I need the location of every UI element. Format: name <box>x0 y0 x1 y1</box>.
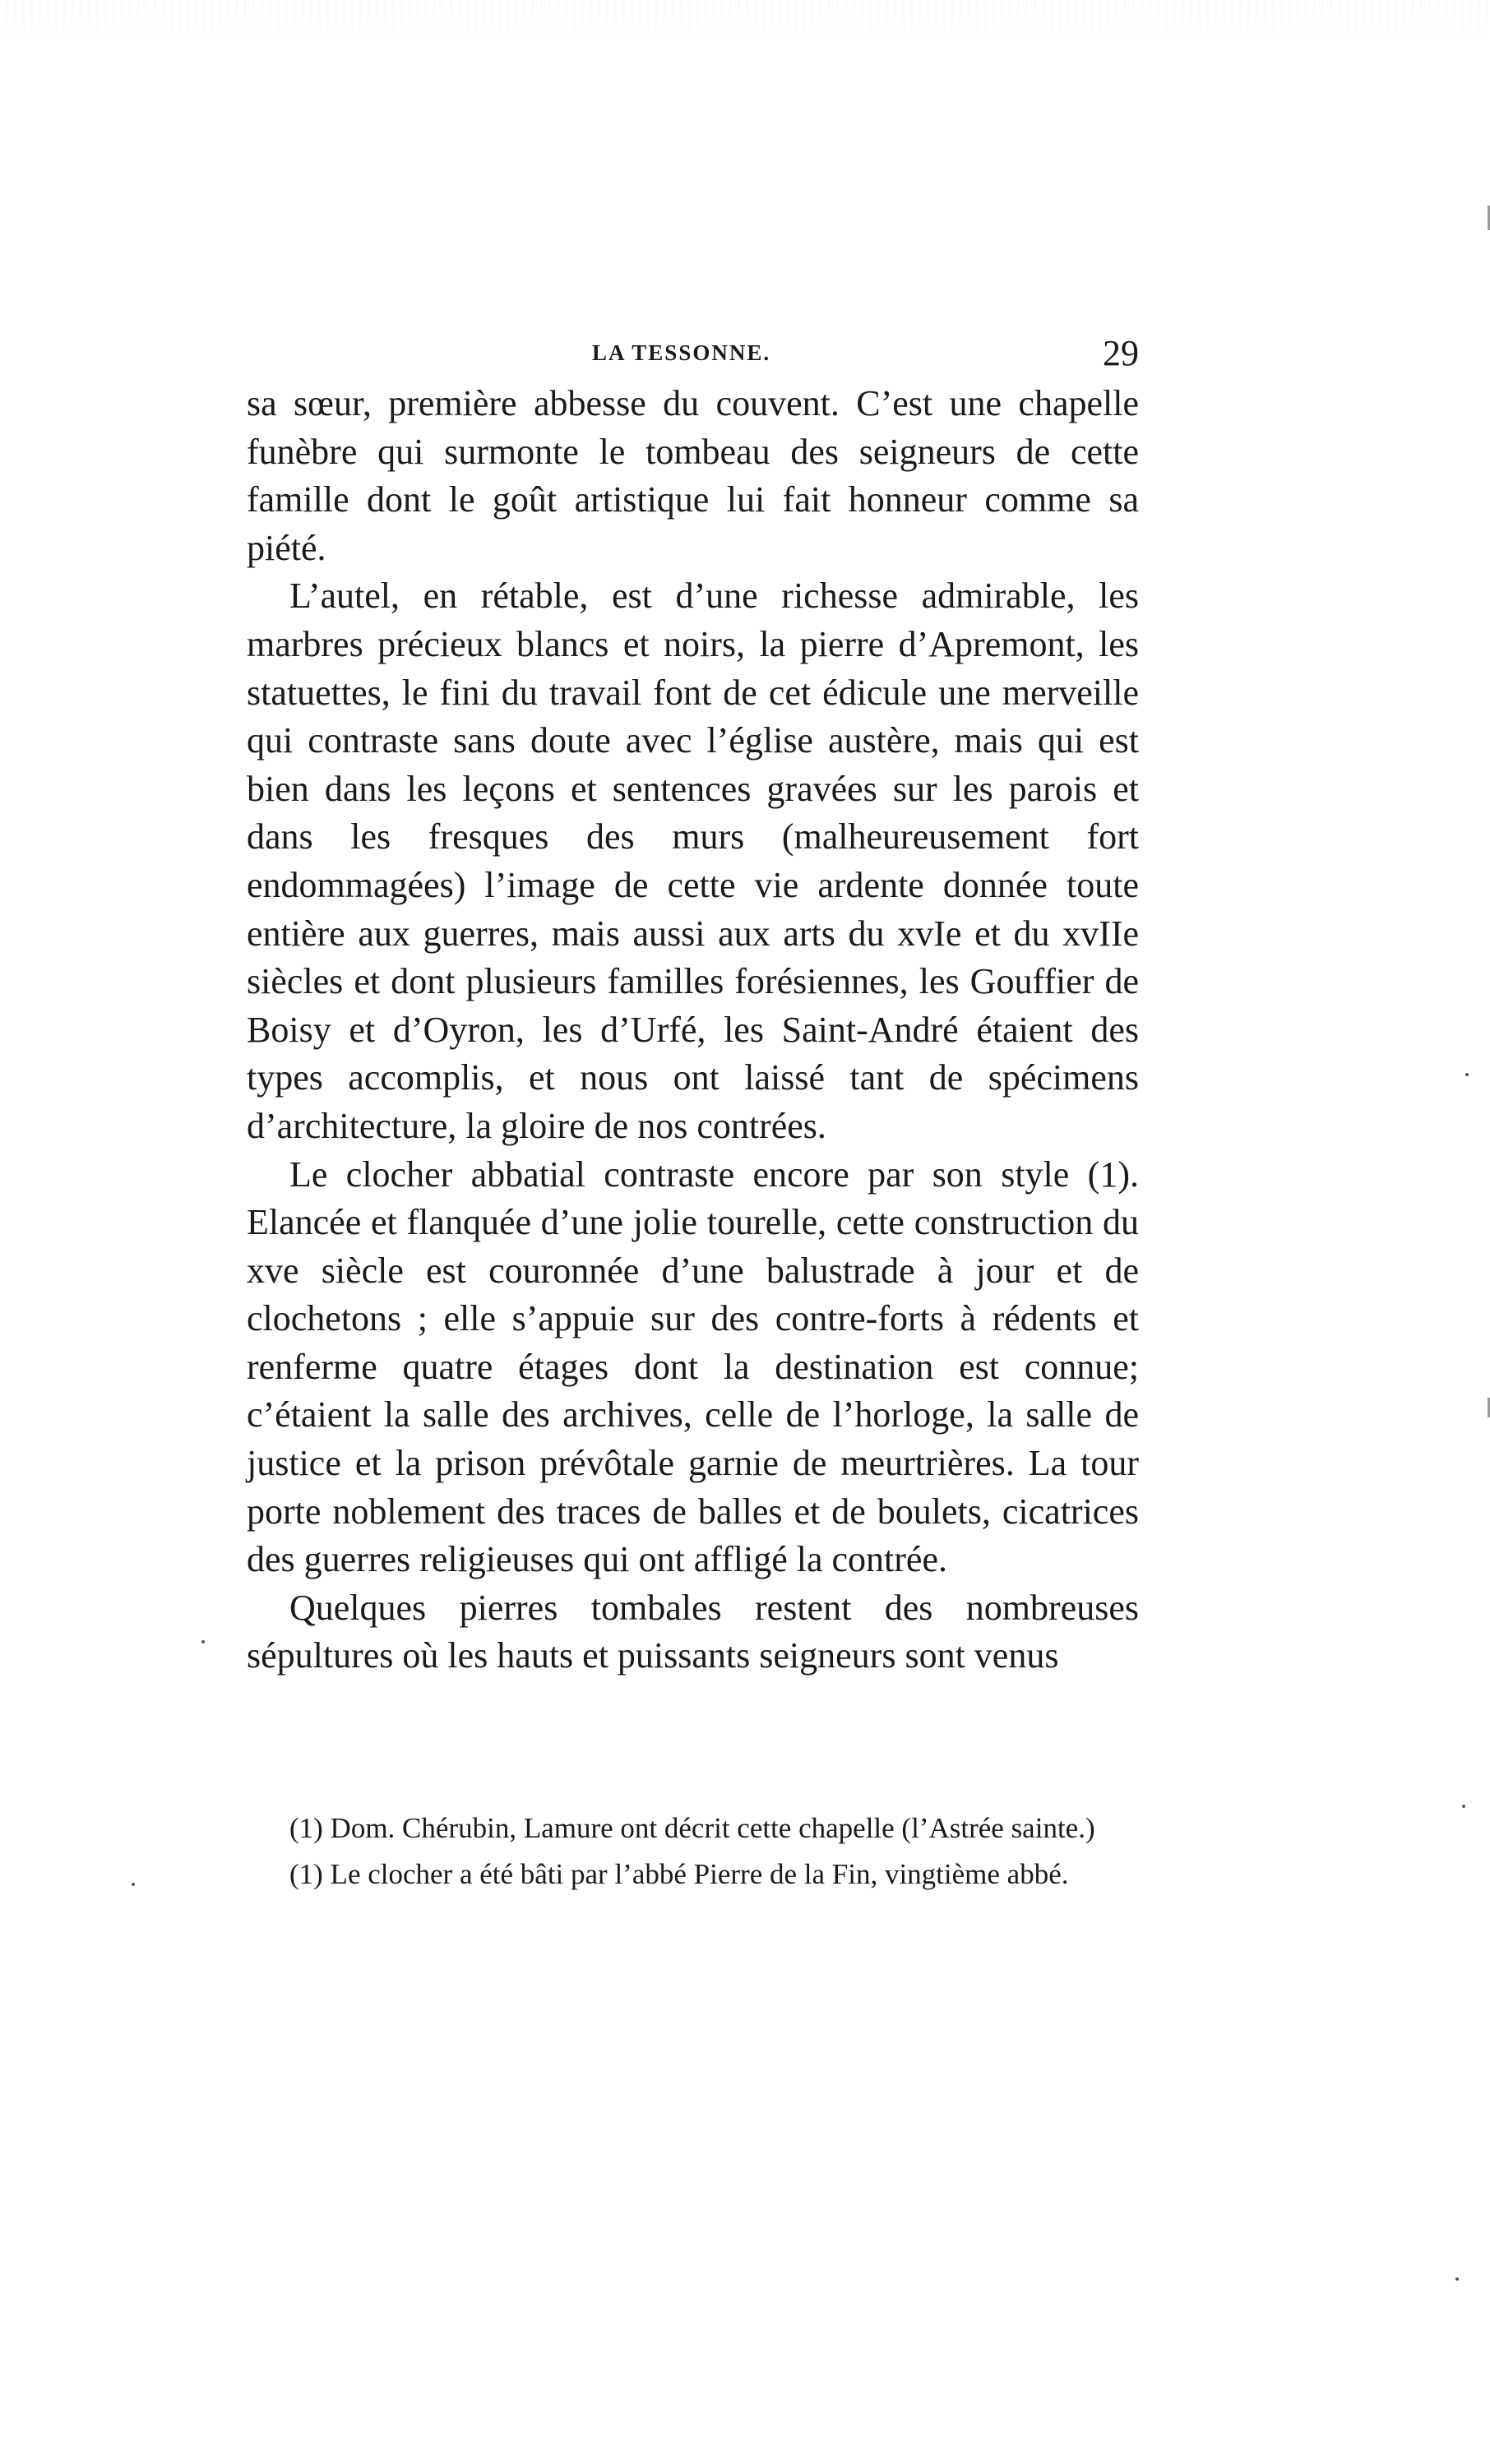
scan-speck <box>201 1640 205 1643</box>
footnote: (1) Dom. Chérubin, Lamure ont décrit cette chapelle (l’Astrée sainte.) <box>289 1812 1095 1844</box>
page-header <box>247 332 1139 381</box>
footnotes <box>247 1809 1139 1901</box>
paragraph: Le clocher abbatial contraste encore par son style (1). Elancée et flanquée d’une jolie tourelle, cette construction du xve siècle est couronnée d’une balustrade à jour et de clochetons ; elle s’appuie sur des contre-forts à rédents et renferme quatre étages dont la destination est connue; c’étaient la salle des archives, celle de l’horloge, la salle de justice et la prison prévôtale garnie de meurtrières. La tour porte noblement des traces de balles et de boulets, cicatrices des guerres religieuses qui ont affligé la contrée. <box>247 1153 1139 1580</box>
footnote: (1) Le clocher a été bâti par l’abbé Pierre de la Fin, vingtième abbé. <box>289 1858 1069 1890</box>
scan-speck <box>132 1883 135 1886</box>
scan-artifact <box>0 0 1490 49</box>
body-text <box>247 380 1139 1680</box>
scan-speck <box>1465 1073 1469 1076</box>
page-number: 29 <box>1103 333 1139 373</box>
paragraph: sa sœur, première abbesse du couvent. C’est une chapelle funèbre qui surmonte le tombeau des seigneurs de cette famille dont le goût artistique lui fait honneur comme sa piété. <box>247 383 1139 568</box>
scan-speck <box>1455 2277 1459 2281</box>
paragraph: L’autel, en rétable, est d’une richesse admirable, les marbres précieux blancs et noirs, la pierre d’Apremont, les statuettes, le fini du travail font de cet édicule une merveille qui contraste sans doute avec l’église austère, mais qui est bien dans les leçons et sentences gravées sur les parois et dans les fresques des murs (malheureusement fort endommagées) l’image de cette vie ardente donnée toute entière aux guerres, mais aussi aux arts du xvIe et du xvIIe siècles et dont plusieurs familles forésiennes, les Gouffier de Boisy et d’Oyron, les d’Urfé, les Saint-André étaient des types accomplis, et nous ont laissé tant de spécimens d’architecture, la gloire de nos contrées. <box>247 576 1139 1146</box>
running-title: LA TESSONNE. <box>592 340 771 365</box>
scan-speck <box>1462 1805 1465 1808</box>
paragraph: Quelques pierres tombales restent des nombreuses sépultures où les hauts et puissants seigneurs sont venus <box>247 1587 1139 1676</box>
